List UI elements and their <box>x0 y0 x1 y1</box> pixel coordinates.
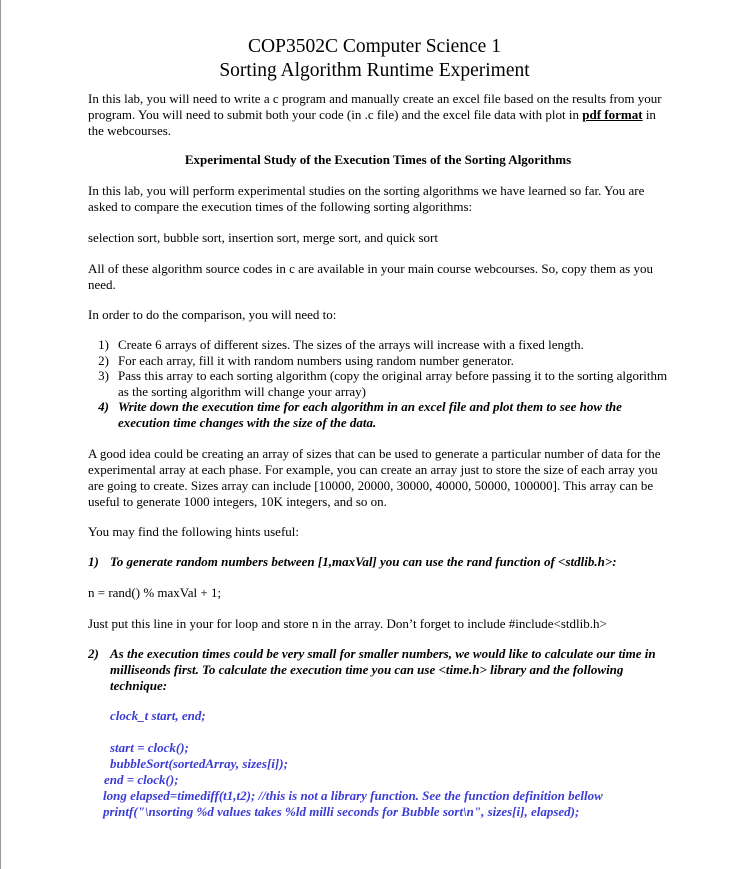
step-text: Pass this array to each sorting algorithm (copy the original array before passing it to the sorting algorithm as the sorting algorithm will change your array) <box>118 368 668 399</box>
code-line-end: end = clock(); <box>104 772 179 787</box>
intro-text-after: in the webcourses. <box>88 107 656 138</box>
hint-number: 2) <box>88 646 99 661</box>
step-text: For each array, fill it with random numbers using random number generator. <box>118 352 514 368</box>
paragraph-hints: You may find the following hints useful: <box>88 524 300 539</box>
step-number: 3) <box>98 368 109 383</box>
hint-text: As the execution times could be very small for smaller numbers, we would like to calculate our time in milliseonds first. To calculate the execution time you can use <time.h> library and the following technique: <box>110 646 656 693</box>
code-line-declare: clock_t start, end; <box>110 708 206 723</box>
paragraph-comparison: In order to do the comparison, you will need to: <box>88 307 337 322</box>
section-heading: Experimental Study of the Execution Times of the Sorting Algorithms <box>184 152 572 167</box>
document-title: COP3502C Computer Science 1 <box>248 36 501 57</box>
paragraph-study: In this lab, you will perform experimental studies on the sorting algorithms we have learned so far. You are asked to compare the execution times of the following sorting algorithms: <box>88 183 645 214</box>
step-text: Write down the execution time for each algorithm in an excel file and plot them to see how the execution time changes with the size of the data. <box>118 399 622 430</box>
code-line-printf: printf("\nsorting %d values takes %ld milli seconds for Bubble sort\n", sizes[i], elapsed); <box>103 804 580 819</box>
page-border <box>0 0 1 869</box>
code-line-start: start = clock(); <box>110 740 189 755</box>
hint-random <box>88 554 668 570</box>
list-item <box>88 399 668 430</box>
step-number: 2) <box>98 352 109 368</box>
list-item <box>88 337 668 353</box>
list-item <box>88 368 668 399</box>
paragraph-include: Just put this line in your for loop and store n in the array. Don’t forget to include #include<stdlib.h> <box>88 616 607 631</box>
hint-text: To generate random numbers between [1,maxVal] you can use the rand function of <stdlib.h>: <box>110 554 617 569</box>
code-line-elapsed: long elapsed=timediff(t1,t2); //this is not a library function. See the function definition bellow <box>103 788 603 803</box>
hint-number: 1) <box>88 554 99 569</box>
paragraph-source-codes: All of these algorithm source codes in c are available in your main course webcourses. So, copy them as you need. <box>88 261 653 292</box>
hint-time <box>88 646 668 694</box>
intro-text-before: In this lab, you will need to write a c program and manually create an excel file based on the results from your program. You will need to submit both your code (in .c file) and the excel file data with plot in <box>88 91 662 122</box>
paragraph-algorithms: selection sort, bubble sort, insertion sort, merge sort, and quick sort <box>88 230 438 245</box>
intro-paragraph <box>88 91 668 139</box>
steps-list <box>88 337 668 430</box>
paragraph-sizes: A good idea could be creating an array of sizes that can be used to generate a particular number of data for the experimental array at each phase. For example, you can create an array just to store the size of each array you are going to create. Sizes array can include [10000, 20000, 30000, 40000, 50000, 100000]. This array can be useful to generate 1000 integers, 10K integers, and so on. <box>88 446 661 509</box>
pdf-format-link[interactable]: pdf format <box>582 107 643 122</box>
code-line-sort: bubbleSort(sortedArray, sizes[i]); <box>110 756 288 771</box>
list-item <box>88 353 668 369</box>
step-number: 1) <box>98 337 109 352</box>
step-number: 4) <box>98 399 109 414</box>
rand-code-line: n = rand() % maxVal + 1; <box>88 585 222 600</box>
step-text: Create 6 arrays of different sizes. The sizes of the arrays will increase with a fixed length. <box>118 337 584 352</box>
document-subtitle: Sorting Algorithm Runtime Experiment <box>219 60 530 81</box>
